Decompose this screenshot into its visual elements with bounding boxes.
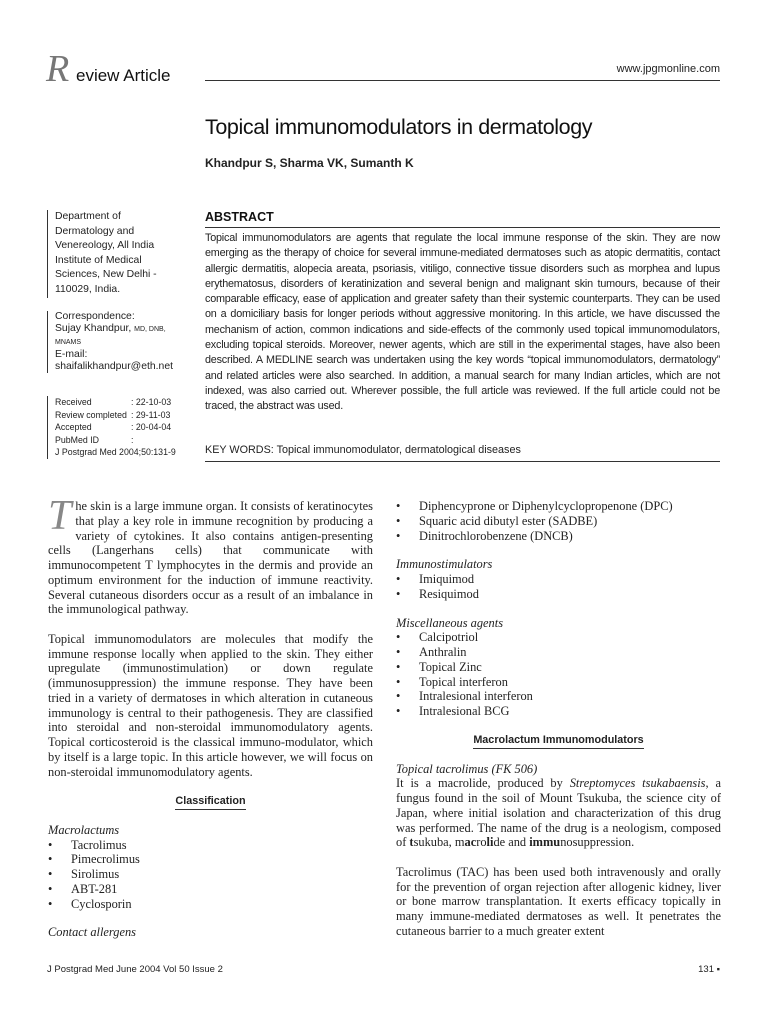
affiliation-line: Department of	[55, 211, 121, 222]
list-item: • Topical Zinc	[396, 660, 721, 675]
correspondent-name: Sujay Khandpur,	[55, 323, 132, 335]
page-marker-icon: ▪	[716, 964, 720, 975]
page-number: 131	[698, 964, 714, 975]
email-address[interactable]: shaifalikhandpur@eth.net	[55, 361, 173, 373]
date-row-received	[55, 396, 203, 409]
list-item: • Pimecrolimus	[48, 852, 373, 867]
text-run: ro	[476, 835, 487, 850]
author-list: Khandpur S, Sharma VK, Sumanth K	[205, 156, 414, 170]
text-run: m	[454, 835, 465, 850]
list-item: • Intralesional BCG	[396, 704, 721, 719]
subheading-contact-allergens: Contact allergens	[48, 925, 136, 940]
article-title: Topical immunomodulators in dermatology	[205, 115, 593, 139]
citation: J Postgrad Med 2004;50:131-9	[55, 447, 176, 458]
subheading-immunostimulators: Immunostimulators	[396, 557, 493, 572]
intro-text: he skin is a large immune organ. It consists of keratinocytes that play a key role in immune recognition by producing a variety of cytokines. It also contains antigen-presenting cells (Langerhans cells) that communicate with immunocompetent T lymphocytes in the dermis and provide an optimum environment for the induction of immune reactivity. Several cutaneous disorders occur as a result of an imbalance in the immunological pathway.	[48, 499, 373, 617]
dates-block	[47, 396, 203, 459]
correspondence-heading: Correspondence:	[55, 311, 135, 322]
species-name: Streptomyces tsukabaensis	[569, 776, 706, 791]
abstract-rule	[205, 227, 720, 228]
intro-paragraph	[48, 493, 373, 617]
paragraph: Topical immunomodulators are molecules that modify the immune response locally when applied to the skin. They either upregulate (immunostimulation) or down regulate (immunosuppression) the immune response. They have been tried in a variety of dermatoses in which alteration in cutaneous immunology is central to their pathogenesis. They are classified into steroidal and non-steroidal immunomodulatory agents. Topical corticosteroid is the classical immuno-modulator, which by itself is a large topic. In this article however, we will focus on non-steroidal immunomodulatory agents.	[48, 631, 373, 779]
section-label: eview Article	[76, 66, 171, 85]
email-label: E-mail:	[55, 348, 88, 360]
text-run: de and	[493, 835, 530, 850]
date-label: Review completed	[55, 409, 127, 420]
tacrolimus-paragraph-2: Tacrolimus (TAC) has been used both intravenously and orally for the prevention of organ rejection after allogenic kidney, liver or bone marrow transplantation. It exerts efficacy topically in many immune-mediated dermatoses as well. It penetrates the cutaneous barrier to a much greater extent	[396, 864, 721, 938]
list-item: • Resiquimod	[396, 587, 721, 602]
affiliation-line: Sciences, New Delhi -	[55, 269, 157, 281]
affiliation-line: Venereology, All India	[55, 240, 155, 252]
correspondent-degrees-2: MNAMS	[55, 338, 82, 346]
keywords-rule	[205, 461, 720, 462]
date-value: : 29-11-03	[131, 409, 171, 420]
drop-cap: T	[48, 493, 72, 539]
header-rule	[205, 80, 720, 81]
contact-allergens-list	[396, 499, 721, 543]
date-value: : 20-04-04	[131, 422, 172, 433]
list-item: • Topical interferon	[396, 675, 721, 690]
emphasis: li	[486, 835, 494, 850]
correspondence-block	[47, 311, 203, 373]
list-item: • Calcipotriol	[396, 630, 721, 645]
body-column-right	[396, 499, 721, 953]
abstract-text: Topical immunomodulators are agents that regulate the local immune response of the skin. They are now emerging as the therapy of choice for several immune-mediated dermatoses such as atopic dermatitis, contact allergic dermatitis, alopecia areata, psoriasis, vitiligo, connective tissue disorders such as morphea and lupus erythematosus, disorders of keratinization and several benign and malignant skin tumours, because of their comparable efficacy, ease of application and greater safety than their systemic counterparts. They can be used on a domiciliary basis for longer periods without aggressive monitoring. In this article, we have discussed the mechanism of action, common indications and side-effects of the commonly used topical immunomodulators, excluding topical steroids. Moreover, newer agents, which are still in the experimental stages, have also been described. A MEDLINE search was undertaken using the key words “topical immunomodulators, dermatology” and related articles were also searched. In addition, a manual search for many Indian articles, which are not indexed, was also carried out. Wherever possible, the full article was reviewed. If the full article could not be traced, the abstract was used.	[205, 232, 720, 413]
section-heading-macrolactum-immunomodulators	[396, 733, 721, 748]
list-item: • ABT-281	[48, 882, 373, 897]
immunostimulators-list	[396, 572, 721, 602]
journal-url[interactable]: www.jpgmonline.com	[616, 63, 720, 75]
list-item: • Imiquimod	[396, 572, 721, 587]
correspondence-name	[55, 323, 203, 336]
date-label: Received	[55, 397, 92, 407]
affiliation-line: Institute of Medical	[55, 254, 142, 266]
date-label: Accepted	[55, 422, 92, 433]
list-item: • Cyclosporin	[48, 897, 373, 912]
affiliation-block	[47, 210, 203, 298]
list-item: • Sirolimus	[48, 867, 373, 882]
emphasis: t	[409, 835, 414, 850]
affiliation-line: 110029, India.	[55, 283, 121, 295]
date-value: : 22-10-03	[131, 397, 172, 407]
date-row-accepted	[55, 421, 203, 434]
tacrolimus-paragraph-1	[396, 776, 721, 850]
keywords	[205, 444, 521, 456]
emphasis: ac	[464, 835, 477, 850]
date-row-review	[55, 409, 203, 422]
miscellaneous-list	[396, 630, 721, 719]
list-item: • Anthralin	[396, 645, 721, 660]
emphasis: immu	[529, 835, 561, 850]
list-item: • Squaric acid dibutyl ester (SADBE)	[396, 514, 721, 529]
footer-page	[698, 964, 720, 975]
affiliation-line: Dermatology and	[55, 225, 135, 237]
date-row-pubmed	[55, 434, 203, 447]
text-run: It is a macrolide, produced by	[396, 776, 570, 791]
list-item: • Dinitrochlorobenzene (DNCB)	[396, 529, 721, 544]
text-run: , a fungus found in the soil of Mount Tsukuba, the science city of Japan, where initial isolation and characterization of this drug was performed. The name of the drug is a neologism, composed of	[396, 776, 721, 850]
text-run: nosuppression.	[560, 835, 635, 850]
date-value: :	[131, 434, 134, 445]
correspondent-degrees: MD, DNB,	[134, 326, 166, 334]
date-label: PubMed ID	[55, 434, 100, 445]
macrolactums-list	[48, 838, 373, 912]
list-item: • Diphencyprone or Diphenylcyclopropenone (DPC)	[396, 499, 721, 514]
body-column-left	[48, 493, 373, 940]
keywords-text: Topical immunomodulator, dermatological diseases	[273, 444, 521, 456]
subheading-miscellaneous: Miscellaneous agents	[396, 615, 504, 630]
subheading-topical-tacrolimus: Topical tacrolimus (FK 506)	[396, 761, 538, 776]
text-run: sukuba,	[413, 835, 455, 850]
section-initial: R	[46, 48, 70, 90]
footer-journal: J Postgrad Med June 2004 Vol 50 Issue 2	[47, 964, 223, 975]
section-heading-classification	[48, 794, 373, 809]
list-item: • Tacrolimus	[48, 838, 373, 853]
subheading-macrolactums: Macrolactums	[48, 822, 120, 837]
keywords-label: KEY WORDS:	[205, 444, 274, 456]
section-heading-text: Classification	[175, 795, 245, 810]
section-heading-text: Macrolactum Immunomodulators	[473, 734, 643, 749]
list-item: • Intralesional interferon	[396, 689, 721, 704]
abstract-heading: ABSTRACT	[205, 210, 274, 224]
